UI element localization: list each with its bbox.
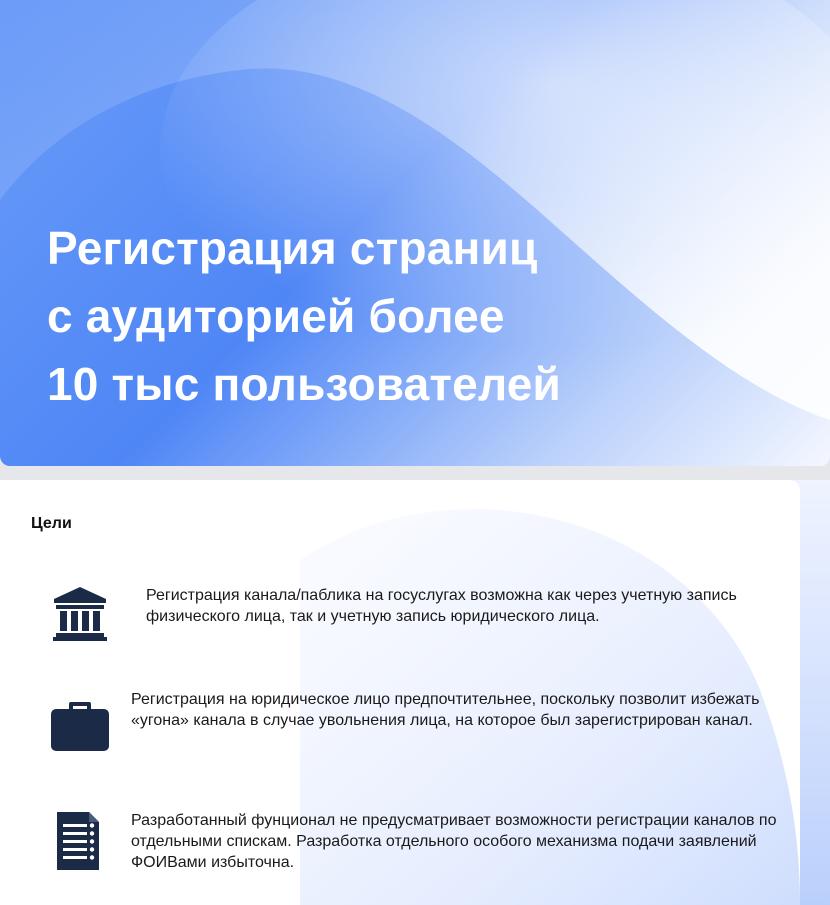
government-building-icon [52,585,108,641]
slide-title-line-2: с аудиторией более [47,290,505,342]
goals-heading: Цели [31,515,72,532]
goal-item-1-text: Регистрация канала/паблика на госуслугах возможна как через учетную запись физического лица, так и учетную запись юридического лица. [146,587,737,625]
goals-slide [0,480,800,905]
checklist-document-icon [55,810,101,872]
goal-item-2-text: Регистрация на юридическое лицо предпочтительнее, поскольку позволит избежать «угона» канала в случае увольнения лица, на которое был зарегистрирован канал. [131,691,760,729]
goal-item-3-text: Разработанный фунционал не предусматривает возможности регистрации каналов по отдельными спискам. Разработка отдельного особого механизма подачи заявлений ФОИВами избыточна. [131,812,777,871]
slide-title-line-1: Регистрация страниц [47,222,538,274]
briefcase-icon [50,700,110,752]
slide-title [47,214,561,418]
slide-title-line-3: 10 тыс пользователей [47,358,562,410]
